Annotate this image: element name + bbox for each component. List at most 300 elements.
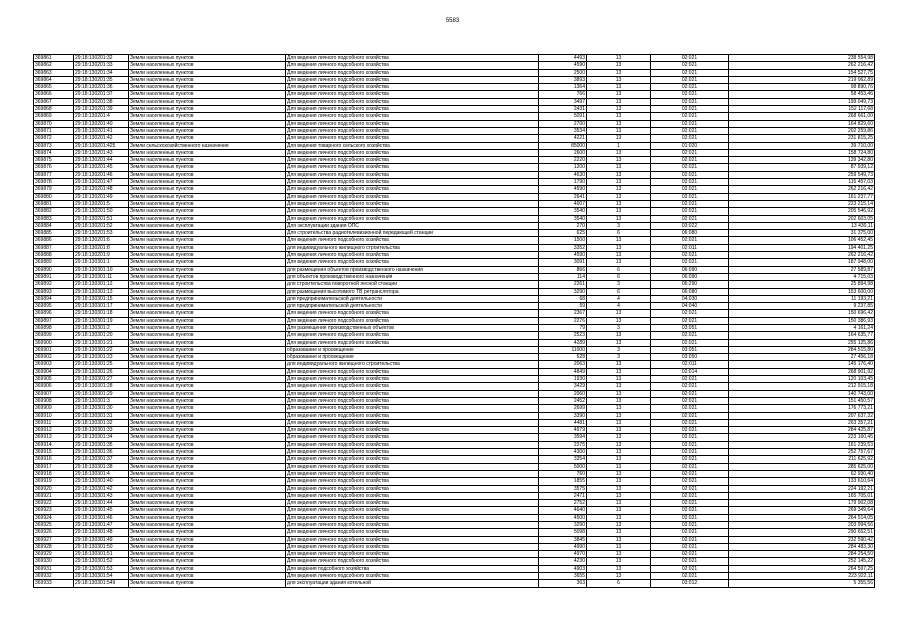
group-cell: 13 — [587, 507, 651, 514]
cadastral-register-table — [33, 54, 875, 588]
permitted-use-cell: Для ведения личного подсобного хозяйства — [286, 470, 539, 477]
code-cell: 02:021 — [651, 186, 729, 193]
cadastral-number-cell: 29:18:130301:30 — [74, 405, 129, 412]
area-cell: 68 — [539, 295, 587, 302]
cadastral-value-cell: 219 062,89 — [729, 76, 875, 83]
table-row — [34, 310, 875, 317]
area-cell: 766 — [539, 91, 587, 98]
row-number-cell: 369870 — [34, 120, 74, 127]
code-cell: 02:021 — [651, 500, 729, 507]
group-cell: 13 — [587, 463, 651, 470]
permitted-use-cell: для индивидуального жилищного строительства — [286, 244, 539, 251]
table-row — [34, 514, 875, 521]
cadastral-value-cell: 154 527,75 — [729, 69, 875, 76]
permitted-use-cell: Для ведения личного подсобного хозяйства — [286, 149, 539, 156]
cadastral-value-cell: 284 483,30 — [729, 543, 875, 550]
land-category-cell: Земли населенных пунктов — [129, 135, 286, 142]
permitted-use-cell: Для ведения личного подсобного хозяйства — [286, 492, 539, 499]
cadastral-number-cell: 29:18:130301:52 — [74, 558, 129, 565]
land-category-cell: Земли населенных пунктов — [129, 259, 286, 266]
land-category-cell: Земли населенных пунктов — [129, 419, 286, 426]
cadastral-value-cell: 4 715,03 — [729, 273, 875, 280]
cadastral-value-cell: 39 710,00 — [729, 142, 875, 149]
area-cell: 4300 — [539, 449, 587, 456]
code-cell: 02:021 — [651, 317, 729, 324]
cadastral-number-cell: 29:18:130201:37 — [74, 91, 129, 98]
table-row — [34, 171, 875, 178]
code-cell: 02:021 — [651, 514, 729, 521]
row-number-cell: 369918 — [34, 470, 74, 477]
cadastral-value-cell: 263 357,21 — [729, 419, 875, 426]
cadastral-number-cell: 29:18:130301:26 — [74, 368, 129, 375]
land-category-cell: Земли населенных пунктов — [129, 273, 286, 280]
group-cell: 13 — [587, 55, 651, 62]
group-cell: 13 — [587, 113, 651, 120]
cadastral-number-cell: 29:18:130301:37 — [74, 456, 129, 463]
code-cell: 02:021 — [651, 507, 729, 514]
row-number-cell: 369905 — [34, 376, 74, 383]
land-category-cell: Земли населенных пунктов — [129, 186, 286, 193]
land-category-cell: Земли населенных пунктов — [129, 346, 286, 353]
group-cell: 3 — [587, 281, 651, 288]
area-cell: 2452 — [539, 397, 587, 404]
group-cell: 13 — [587, 441, 651, 448]
code-cell: 02:021 — [651, 478, 729, 485]
group-cell: 13 — [587, 237, 651, 244]
code-cell: 06:080 — [651, 230, 729, 237]
code-cell: 03:012 — [651, 580, 729, 587]
table-row — [34, 149, 875, 156]
row-number-cell: 369892 — [34, 281, 74, 288]
row-number-cell: 369874 — [34, 149, 74, 156]
row-number-cell: 369912 — [34, 427, 74, 434]
cadastral-value-cell: 25 894,98 — [729, 281, 875, 288]
cadastral-number-cell: 29:18:130201:44 — [74, 157, 129, 164]
area-cell: 3655 — [539, 573, 587, 580]
group-cell: 13 — [587, 522, 651, 529]
table-row — [34, 441, 875, 448]
table-row — [34, 339, 875, 346]
permitted-use-cell: Для ведения личного подсобного хозяйства — [286, 215, 539, 222]
cadastral-number-cell: 29:18:130301:48 — [74, 529, 129, 536]
group-cell: 13 — [587, 427, 651, 434]
row-number-cell: 369922 — [34, 500, 74, 507]
row-number-cell: 369879 — [34, 186, 74, 193]
area-cell: 4970 — [539, 551, 587, 558]
table-row — [34, 288, 875, 295]
row-number-cell: 369893 — [34, 288, 74, 295]
permitted-use-cell: Для ведения личного подсобного хозяйства — [286, 536, 539, 543]
table-row — [34, 500, 875, 507]
land-category-cell: Земли населенных пунктов — [129, 317, 286, 324]
group-cell: 4 — [587, 303, 651, 310]
row-number-cell: 369894 — [34, 295, 74, 302]
row-number-cell: 369881 — [34, 200, 74, 207]
table-body — [34, 55, 875, 588]
code-cell: 03:022 — [651, 222, 729, 229]
area-cell: 4289 — [539, 339, 587, 346]
table-row — [34, 208, 875, 215]
table-row — [34, 69, 875, 76]
permitted-use-cell: для предпринимательской деятельности — [286, 295, 539, 302]
land-category-cell: Земли населенных пунктов — [129, 252, 286, 259]
permitted-use-cell: Для ведения личного подсобного хозяйства — [286, 98, 539, 105]
cadastral-number-cell: 29:18:130201:52 — [74, 222, 129, 229]
area-cell: 4007 — [539, 200, 587, 207]
table-row — [34, 281, 875, 288]
area-cell: 4493 — [539, 55, 587, 62]
row-number-cell: 369915 — [34, 449, 74, 456]
group-cell: 13 — [587, 551, 651, 558]
area-cell: 2700 — [539, 120, 587, 127]
permitted-use-cell: Для ведения личного подсобного хозяйства — [286, 317, 539, 324]
land-category-cell: Земли населенных пунктов — [129, 339, 286, 346]
page-number: 5583 — [445, 18, 460, 24]
group-cell: 3 — [587, 354, 651, 361]
cadastral-number-cell: 29:18:130301:4 — [74, 470, 129, 477]
cadastral-number-cell: 29:18:130301:45 — [74, 507, 129, 514]
table-row — [34, 324, 875, 331]
table-row — [34, 434, 875, 441]
land-category-cell: Земли населенных пунктов — [129, 514, 286, 521]
area-cell: 4590 — [539, 62, 587, 69]
cadastral-value-cell: 62 930,40 — [729, 470, 875, 477]
cadastral-value-cell: 203 994,56 — [729, 522, 875, 529]
cadastral-value-cell: 187 948,00 — [729, 259, 875, 266]
land-category-cell: Земли населенных пунктов — [129, 478, 286, 485]
code-cell: 02:021 — [651, 456, 729, 463]
permitted-use-cell: Для ведения личного подсобного хозяйства — [286, 449, 539, 456]
cadastral-number-cell: 29:18:130201:50 — [74, 208, 129, 215]
cadastral-number-cell: 29:18:130201:5 — [74, 200, 129, 207]
land-category-cell: Земли населенных пунктов — [129, 383, 286, 390]
land-category-cell: Земли населенных пунктов — [129, 332, 286, 339]
cadastral-number-cell: 29:18:130301:33 — [74, 427, 129, 434]
table-row — [34, 492, 875, 499]
area-cell: 2500 — [539, 69, 587, 76]
row-number-cell: 369891 — [34, 273, 74, 280]
permitted-use-cell: Для ведения личного подсобного хозяйства — [286, 412, 539, 419]
row-number-cell: 369897 — [34, 317, 74, 324]
row-number-cell: 369908 — [34, 397, 74, 404]
permitted-use-cell: Для ведения личного подсобного хозяйства — [286, 252, 539, 259]
group-cell: 13 — [587, 543, 651, 550]
row-number-cell: 369887 — [34, 244, 74, 251]
cadastral-number-cell: 29:18:130301:22 — [74, 346, 129, 353]
permitted-use-cell: Для ведения личного подсобного хозяйства — [286, 193, 539, 200]
area-cell: 760 — [539, 470, 587, 477]
land-category-cell: Земли населенных пунктов — [129, 536, 286, 543]
group-cell: 13 — [587, 332, 651, 339]
area-cell: 4590 — [539, 252, 587, 259]
cadastral-number-cell: 29:18:130201:8 — [74, 244, 129, 251]
area-cell: 2375 — [539, 441, 587, 448]
row-number-cell: 369903 — [34, 361, 74, 368]
cadastral-number-cell: 29:18:130301:44 — [74, 500, 129, 507]
permitted-use-cell: Для ведения личного подсобного хозяйства — [286, 383, 539, 390]
group-cell: 6 — [587, 230, 651, 237]
permitted-use-cell: Для ведения личного подсобного хозяйства — [286, 259, 539, 266]
permitted-use-cell: Для ведения личного подсобного хозяйства — [286, 485, 539, 492]
cadastral-value-cell: 11 193,21 — [729, 295, 875, 302]
group-cell: 13 — [587, 536, 651, 543]
land-category-cell: Земли населенных пунктов — [129, 98, 286, 105]
cadastral-value-cell: 268 661,00 — [729, 113, 875, 120]
row-number-cell: 369925 — [34, 522, 74, 529]
permitted-use-cell: Для ведения личного подсобного хозяйства — [286, 478, 539, 485]
code-cell: 02:021 — [651, 332, 729, 339]
land-category-cell: Земли населенных пунктов — [129, 376, 286, 383]
permitted-use-cell: Для ведения личного подсобного хозяйства — [286, 368, 539, 375]
permitted-use-cell: для размещения высотимого ТВ ретранслятора — [286, 288, 539, 295]
cadastral-number-cell: 29:18:130301:51 — [74, 551, 129, 558]
code-cell: 02:021 — [651, 200, 729, 207]
row-number-cell: 369885 — [34, 230, 74, 237]
group-cell: 13 — [587, 514, 651, 521]
code-cell: 02:021 — [651, 237, 729, 244]
cadastral-number-cell: 29:18:130201:40 — [74, 120, 129, 127]
cadastral-number-cell: 29:18:130201:34 — [74, 69, 129, 76]
land-category-cell: Земли населенных пунктов — [129, 354, 286, 361]
code-cell: 02:011 — [651, 361, 729, 368]
code-cell: 02:021 — [651, 208, 729, 215]
group-cell: 13 — [587, 62, 651, 69]
cadastral-number-cell: 29:18:130201:32 — [74, 55, 129, 62]
cadastral-value-cell: 165 705,01 — [729, 492, 875, 499]
land-category-cell: Земли населенных пунктов — [129, 237, 286, 244]
row-number-cell: 369880 — [34, 193, 74, 200]
table-row — [34, 449, 875, 456]
cadastral-value-cell: 106 452,45 — [729, 237, 875, 244]
cadastral-number-cell: 29:18:130301:31 — [74, 412, 129, 419]
cadastral-value-cell: 255 125,86 — [729, 339, 875, 346]
area-cell: 4640 — [539, 507, 587, 514]
land-category-cell: Земли населенных пунктов — [129, 565, 286, 572]
row-number-cell: 369889 — [34, 259, 74, 266]
land-category-cell: Земли населенных пунктов — [129, 558, 286, 565]
group-cell: 13 — [587, 127, 651, 134]
cadastral-number-cell: 29:18:130201:41 — [74, 127, 129, 134]
cadastral-number-cell: 29:18:130201:45 — [74, 164, 129, 171]
table-row — [34, 215, 875, 222]
land-category-cell: Земли населенных пунктов — [129, 397, 286, 404]
code-cell: 06:080 — [651, 288, 729, 295]
table-row — [34, 507, 875, 514]
area-cell: 3594 — [539, 434, 587, 441]
cadastral-value-cell: 223 215,14 — [729, 200, 875, 207]
cadastral-value-cell: 223 922,11 — [729, 573, 875, 580]
cadastral-value-cell: 5 355,56 — [729, 580, 875, 587]
area-cell: 866 — [539, 266, 587, 273]
cadastral-number-cell: 29:18:130301:18 — [74, 310, 129, 317]
group-cell: 13 — [587, 157, 651, 164]
land-category-cell: Земли населенных пунктов — [129, 441, 286, 448]
area-cell: 1855 — [539, 478, 587, 485]
code-cell: 02:021 — [651, 259, 729, 266]
cadastral-number-cell: 29:18:130301:23 — [74, 354, 129, 361]
permitted-use-cell: Для ведения личного подсобного хозяйства — [286, 419, 539, 426]
cadastral-value-cell: 262 216,42 — [729, 62, 875, 69]
cadastral-number-cell: 29:18:130201:4 — [74, 113, 129, 120]
permitted-use-cell: Для ведения личного подсобного хозяйства — [286, 558, 539, 565]
table-row — [34, 193, 875, 200]
permitted-use-cell: Для ведения личного подсобного хозяйства — [286, 573, 539, 580]
row-number-cell: 369900 — [34, 339, 74, 346]
group-cell: 13 — [587, 208, 651, 215]
cadastral-number-cell: 29:18:130301:20 — [74, 332, 129, 339]
code-cell: 02:021 — [651, 98, 729, 105]
row-number-cell: 369877 — [34, 171, 74, 178]
area-cell: 2261 — [539, 281, 587, 288]
group-cell: 13 — [587, 339, 651, 346]
cadastral-number-cell: 29:18:130301:25 — [74, 361, 129, 368]
row-number-cell: 369914 — [34, 441, 74, 448]
permitted-use-cell: Для ведения личного подсобного хозяйства — [286, 164, 539, 171]
code-cell: 02:021 — [651, 157, 729, 164]
cadastral-number-cell: 29:18:130301:36 — [74, 449, 129, 456]
code-cell: 02:021 — [651, 339, 729, 346]
land-category-cell: Земли населенных пунктов — [129, 164, 286, 171]
table-row — [34, 522, 875, 529]
permitted-use-cell: для индивидуального жилищного строительства — [286, 361, 539, 368]
cadastral-value-cell: 224 192,21 — [729, 485, 875, 492]
land-category-cell: Земли населенных пунктов — [129, 573, 286, 580]
area-cell: 3352 — [539, 244, 587, 251]
land-category-cell: Земли населенных пунктов — [129, 485, 286, 492]
permitted-use-cell: для предпринимательской деятельности — [286, 303, 539, 310]
code-cell: 02:021 — [651, 106, 729, 113]
row-number-cell: 369896 — [34, 310, 74, 317]
cadastral-value-cell: 259 549,73 — [729, 171, 875, 178]
permitted-use-cell: для размещения объектов производственного назначения — [286, 266, 539, 273]
row-number-cell: 369926 — [34, 529, 74, 536]
code-cell: 03:051 — [651, 346, 729, 353]
area-cell: 625 — [539, 230, 587, 237]
code-cell: 02:021 — [651, 383, 729, 390]
cadastral-value-cell: 152 117,68 — [729, 106, 875, 113]
group-cell: 3 — [587, 346, 651, 353]
cadastral-value-cell: 164 829,60 — [729, 120, 875, 127]
code-cell: 02:021 — [651, 390, 729, 397]
cadastral-number-cell: 29:18:130301:40 — [74, 478, 129, 485]
permitted-use-cell: Для ведения личного подсобного хозяйства — [286, 127, 539, 134]
group-cell: 3 — [587, 324, 651, 331]
cadastral-value-cell: 87 939,12 — [729, 164, 875, 171]
area-cell: 270 — [539, 222, 587, 229]
row-number-cell: 369866 — [34, 91, 74, 98]
land-category-cell: Земли населенных пунктов — [129, 266, 286, 273]
permitted-use-cell: Для строительства радиотелевизионной передающей станции — [286, 230, 539, 237]
area-cell: 3290 — [539, 288, 587, 295]
permitted-use-cell: для строительства поворотной лесной станции — [286, 281, 539, 288]
permitted-use-cell: для объектов производственного назначения — [286, 273, 539, 280]
area-cell: 79 — [539, 324, 587, 331]
land-category-cell: Земли населенных пунктов — [129, 405, 286, 412]
code-cell: 02:021 — [651, 441, 729, 448]
land-category-cell: Земли населенных пунктов — [129, 91, 286, 98]
table-row — [34, 222, 875, 229]
code-cell: 02:021 — [651, 470, 729, 477]
area-cell: 3290 — [539, 522, 587, 529]
group-cell: 13 — [587, 383, 651, 390]
cadastral-value-cell: 120 103,45 — [729, 376, 875, 383]
permitted-use-cell: Для ведения личного подсобного хозяйства — [286, 157, 539, 164]
cadastral-number-cell: 29:18:130201:53 — [74, 230, 129, 237]
table-row — [34, 456, 875, 463]
code-cell: 02:021 — [651, 449, 729, 456]
row-number-cell: 369864 — [34, 76, 74, 83]
cadastral-value-cell: 31 375,00 — [729, 230, 875, 237]
row-number-cell: 369919 — [34, 478, 74, 485]
area-cell: 2471 — [539, 492, 587, 499]
cadastral-value-cell: 133 610,64 — [729, 478, 875, 485]
table-row — [34, 266, 875, 273]
table-row — [34, 580, 875, 587]
table-row — [34, 106, 875, 113]
area-cell: 3497 — [539, 98, 587, 105]
table-row — [34, 120, 875, 127]
table-row — [34, 135, 875, 142]
code-cell: 02:021 — [651, 405, 729, 412]
code-cell: 02:021 — [651, 412, 729, 419]
cadastral-number-cell: 29:18:130201:425 — [74, 142, 129, 149]
table-row — [34, 164, 875, 171]
row-number-cell: 369924 — [34, 514, 74, 521]
cadastral-number-cell: 29:18:130301:43 — [74, 492, 129, 499]
land-category-cell: Земли населенных пунктов — [129, 222, 286, 229]
table-row — [34, 62, 875, 69]
group-cell: 1 — [587, 142, 651, 149]
land-category-cell: Земли населенных пунктов — [129, 149, 286, 156]
row-number-cell: 369911 — [34, 419, 74, 426]
cadastral-value-cell: 115 457,03 — [729, 179, 875, 186]
permitted-use-cell: Для ведения личного подсобного хозяйства — [286, 69, 539, 76]
cadastral-value-cell: 140 743,00 — [729, 390, 875, 397]
code-cell: 02:021 — [651, 558, 729, 565]
land-category-cell: Земли населенных пунктов — [129, 449, 286, 456]
row-number-cell: 369863 — [34, 69, 74, 76]
land-category-cell: Земли населенных пунктов — [129, 62, 286, 69]
table-row — [34, 84, 875, 91]
cadastral-value-cell: 238 554,98 — [729, 55, 875, 62]
row-number-cell: 369910 — [34, 412, 74, 419]
code-cell: 02:021 — [651, 55, 729, 62]
area-cell: 4590 — [539, 186, 587, 193]
code-cell: 02:021 — [651, 522, 729, 529]
area-cell: 114 — [539, 273, 587, 280]
code-cell: 02:021 — [651, 62, 729, 69]
table-row — [34, 295, 875, 302]
land-category-cell: Земли населенных пунктов — [129, 463, 286, 470]
cadastral-value-cell: 158 724,80 — [729, 149, 875, 156]
cadastral-value-cell: 9 237,85 — [729, 303, 875, 310]
land-category-cell: Земли населенных пунктов — [129, 551, 286, 558]
row-number-cell: 369913 — [34, 434, 74, 441]
code-cell: 02:011 — [651, 244, 729, 251]
cadastral-value-cell: 13 430,11 — [729, 222, 875, 229]
land-category-cell: Земли населенных пунктов — [129, 543, 286, 550]
cadastral-number-cell: 29:18:130301:47 — [74, 522, 129, 529]
group-cell: 13 — [587, 84, 651, 91]
land-category-cell: Земли населенных пунктов — [129, 500, 286, 507]
group-cell: 13 — [587, 558, 651, 565]
row-number-cell: 369899 — [34, 332, 74, 339]
table-row — [34, 427, 875, 434]
cadastral-value-cell: 27 589,87 — [729, 266, 875, 273]
code-cell: 02:021 — [651, 127, 729, 134]
permitted-use-cell: Для ведения личного подсобного хозяйства — [286, 171, 539, 178]
group-cell: 13 — [587, 565, 651, 572]
